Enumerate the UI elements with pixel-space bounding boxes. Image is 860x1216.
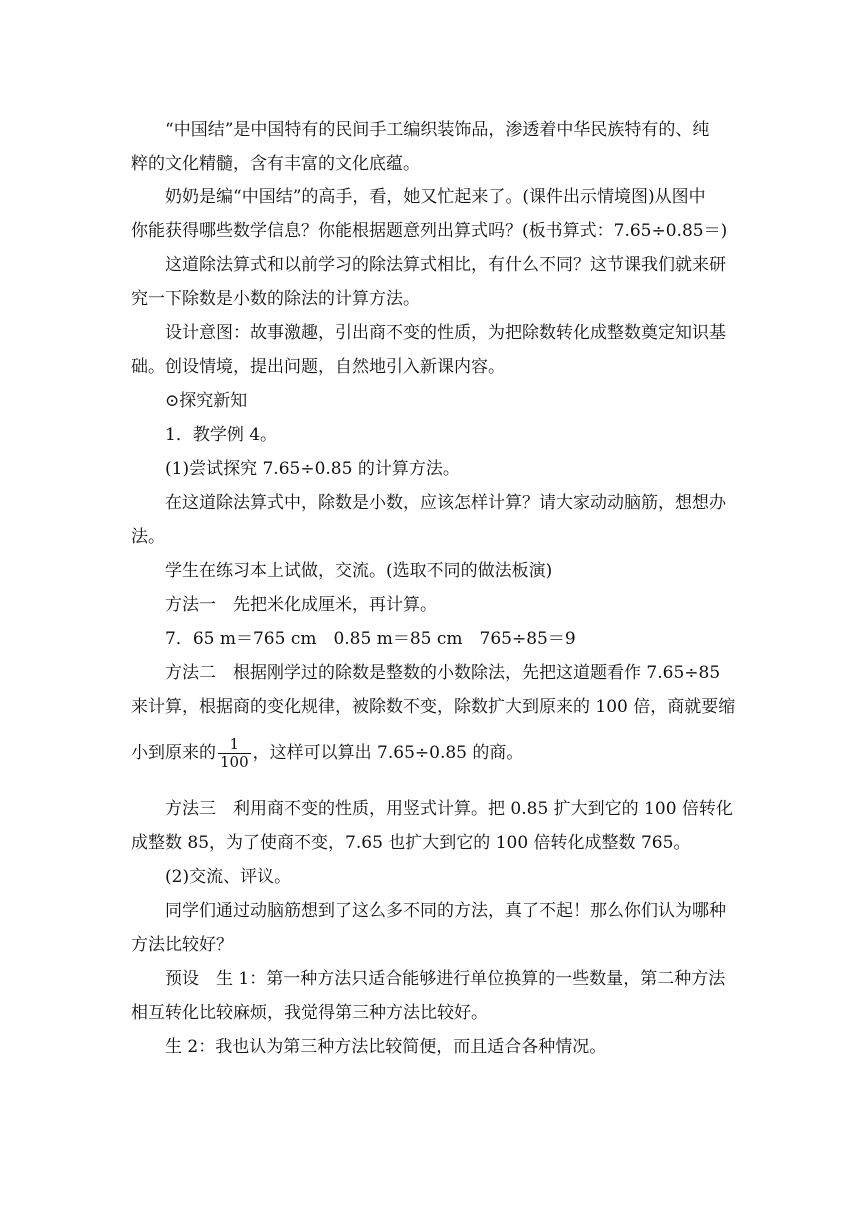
paragraph-line: 法。 bbox=[131, 527, 165, 547]
fraction-line-before: 小到原来的 bbox=[131, 743, 216, 763]
paragraph-line: 在这道除法算式中，除数是小数，应该怎样计算？请大家动动脑筋，想想办 bbox=[165, 493, 726, 513]
paragraph-line: 相互转化比较麻烦，我觉得第三种方法比较好。 bbox=[131, 1003, 488, 1023]
paragraph-line: 同学们通过动脑筋想到了这么多不同的方法，真了不起！那么你们认为哪种 bbox=[165, 901, 726, 921]
paragraph-line: 这道除法算式和以前学习的除法算式相比，有什么不同？这节课我们就来研 bbox=[165, 255, 726, 275]
paragraph-line: 础。创设情境，提出问题，自然地引入新课内容。 bbox=[131, 357, 505, 377]
paragraph-line: 粹的文化精髓，含有丰富的文化底蕴。 bbox=[131, 154, 420, 174]
paragraph-line: 奶奶是编“中国结”的高手，看，她又忙起来了。(课件出示情境图)从图中 bbox=[165, 187, 706, 207]
section-heading: ⊙探究新知 bbox=[165, 391, 248, 411]
paragraph-line: (2)交流、评议。 bbox=[165, 867, 292, 887]
paragraph-line: 你能获得哪些数学信息？你能根据题意列出算式吗？(板书算式：7.65÷0.85＝) bbox=[131, 221, 728, 241]
paragraph-line: 预设 生 1：第一种方法只适合能够进行单位换算的一些数量，第二种方法 bbox=[165, 969, 726, 989]
fraction-line bbox=[131, 734, 523, 772]
paragraph-line: 来计算，根据商的变化规律，被除数不变，除数扩大到原来的 100 倍，商就要缩 bbox=[131, 697, 736, 717]
paragraph-line: 设计意图：故事激趣，引出商不变的性质，为把除数转化成整数奠定知识基 bbox=[165, 323, 726, 343]
paragraph-line: 方法比较好？ bbox=[131, 935, 233, 955]
paragraph-line: (1)尝试探究 7.65÷0.85 的计算方法。 bbox=[165, 459, 460, 479]
paragraph-line: 学生在练习本上试做，交流。(选取不同的做法板演) bbox=[165, 561, 553, 581]
equation-line: 7．65 m＝765 cm 0.85 m＝85 cm 765÷85＝9 bbox=[165, 629, 576, 649]
paragraph-line: 方法三 利用商不变的性质，用竖式计算。把 0.85 扩大到它的 100 倍转化 bbox=[165, 799, 733, 819]
paragraph-line: 生 2：我也认为第三种方法比较简便，而且适合各种情况。 bbox=[165, 1037, 607, 1057]
fraction-numerator: 1 bbox=[229, 735, 240, 753]
paragraph-line: 方法一 先把米化成厘米，再计算。 bbox=[165, 595, 437, 615]
paragraph-line: 1．教学例 4。 bbox=[165, 425, 278, 445]
paragraph-line: 究一下除数是小数的除法的计算方法。 bbox=[131, 289, 420, 309]
paragraph-line: “中国结”是中国特有的民间手工编织装饰品，渗透着中华民族特有的、纯 bbox=[165, 120, 710, 140]
fraction bbox=[218, 736, 251, 771]
fraction-denominator: 100 bbox=[220, 753, 249, 771]
paragraph-line: 成整数 85，为了使商不变，7.65 也扩大到它的 100 倍转化成整数 765。 bbox=[131, 833, 691, 853]
paragraph-line: 方法二 根据刚学过的除数是整数的小数除法，先把这道题看作 7.65÷85 bbox=[165, 663, 721, 683]
fraction-line-after: ，这样可以算出 7.65÷0.85 的商。 bbox=[252, 743, 524, 763]
